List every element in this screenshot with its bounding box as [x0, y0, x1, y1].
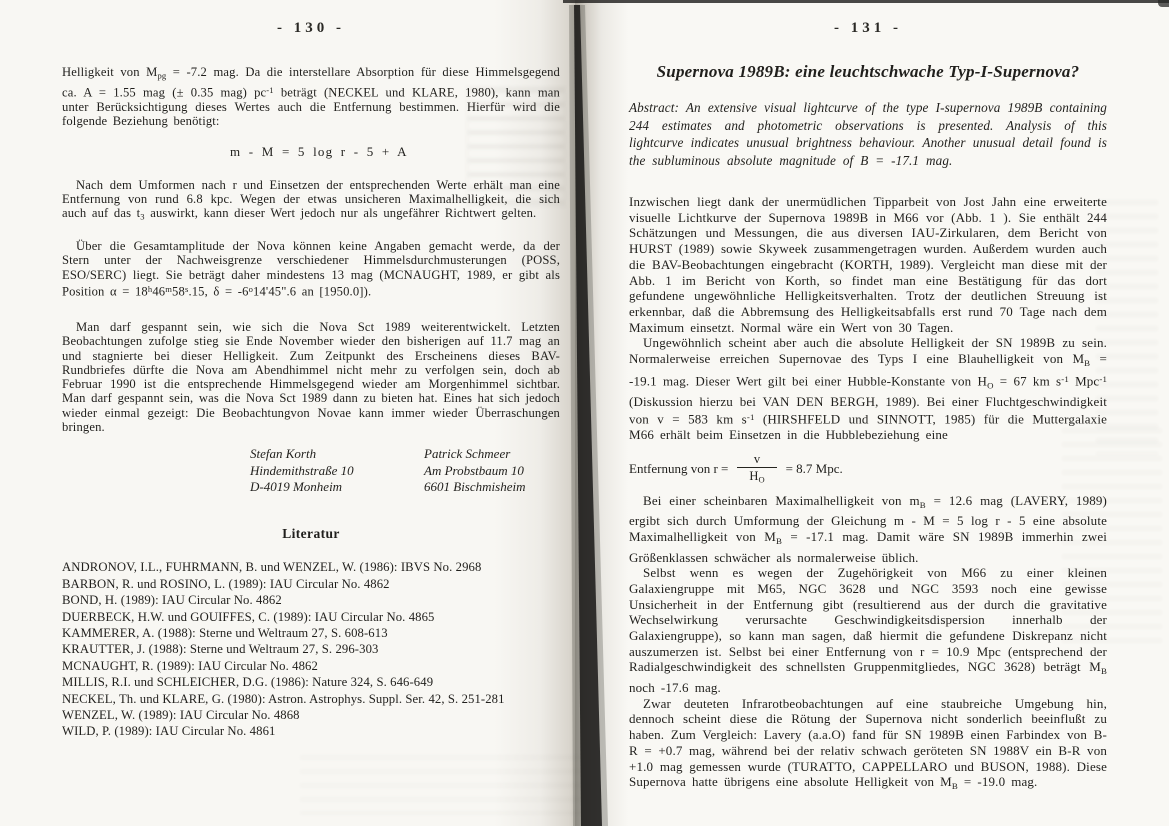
formula-result: = 8.7 Mpc. [785, 460, 843, 476]
left-page [0, 0, 575, 826]
scan-edge-artifact [1158, 0, 1169, 7]
fraction [737, 452, 776, 486]
body-paragraph: Selbst wenn es wegen der Zugehörigkeit von M66 zu einer kleinen Galaxiengruppe mit M65, NGC 3628 und NGC 3593 noch eine gewisse Unsicherheit in der Entfernung gibt (resultierend aus der durch die gravitative Wechselwirkung verursachte Geschwindigkeitsdispersion innerhalb der Galaxiengruppe), so kann man sagen, daß hiermit die gefundene Diskrepanz nicht auszumerzen ist. Selbst bei einer Entfernung von r = 10.9 Mpc (entsprechend der Radialgeschwindigkeit des schnellsten Gruppenmitgliedes, NGC 3628) beträgt $M_B$ noch -17.6 mag. [629, 565, 1107, 695]
address-line: Hindemithstraße 10 [250, 462, 354, 478]
fraction-bar [737, 467, 776, 468]
body-paragraph: Zwar deuteten Infrarotbeobachtungen auf eine staubreiche Umgebung hin, dennoch scheint diese die Rötung der Supernova nicht sonderlich beeinflußt zu haben. Zum Vergleich: Lavery (a.a.O) fand für SN 1989B einen Farbindex von B-R = +0.7 mag, während bei der relativ schwach geröteten SN 1988V ein B-R von +1.0 mag gemessen wurde (TURATTO, CAPPELLARO und BUSON, 1988). Diese Supernova hatte übrigens eine absolute Helligkeit von $M_B = -19.0$ mag. [629, 695, 1107, 792]
article-title: Supernova 1989B: eine leuchtschwache Typ-I-Supernova? [656, 62, 1080, 81]
reference-item: MCNAUGHT, R. (1989): IAU Circular No. 4862 [62, 658, 318, 673]
signature-schmeer [424, 446, 525, 496]
signature-name: Patrick Schmeer [424, 446, 511, 462]
reference-item: MILLIS, R.I. und SCHLEICHER, D.G. (1986): Nature 324, S. 646-649 [62, 675, 434, 690]
address-line: 6601 Bischmisheim [424, 479, 526, 495]
address-line: D-4019 Monheim [250, 479, 343, 495]
body-paragraph: Ungewöhnlich scheint aber auch die absolute Helligkeit der SN 1989B zu sein. Normalerweise erreichen Supernovae des Typs I eine Blauhelligkeit von $M_B = -19.1$ mag. Dieser Wert gilt bei einer Hubble-Konstante von $H_O = 67$ km $s^{-1}$ Mpc$^{-1}$ (Diskussion hierzu bei VAN DEN BERGH, 1989). Bei einer Fluchtgeschwindigkeit von v = 583 km $s^{-1}$ (HIRSHFELD und SINNOTT, 1985) für die Muttergalaxie M66 erhält beim Einsetzen in die Hubblebeziehung eine [629, 335, 1108, 442]
magnitude-formula: m - M = 5 log r - 5 + A [230, 143, 408, 159]
body-paragraph: Inzwischen liegt dank der unermüdlichen Tipparbeit von Jost Jahn eine erweiterte visuelle Lichtkurve der Supernova 1989B in M66 vor (Abb. 1 ). Sie enthält 244 Schätzungen und Messungen, die aus diversen IAU-Zirkularen, dem Bericht von HURST (1989) sowie Skyweek zusammengetragen wurden. Außerdem wurden auch die BAV-Beobachtungen eingebracht (KORTH, 1989). Vergleicht man diese mit der Abb. 1 im Bericht von Korth, so findet man eine Bestätigung für das dort gefundene ungewöhnliche Helligkeitsverhalten. Trotz der deutlichen Streuung ist erkennbar, daß die Abbremsung des Helligkeitsabfalls erst rund 70 Tage nach dem Maximum einsetzt. Normal wäre ein Wert von 30 Tagen. [629, 194, 1107, 335]
right-page [575, 0, 1169, 826]
reference-item: WILD, P. (1989): IAU Circular No. 4861 [62, 724, 276, 739]
fraction-denominator: $H_O$ [749, 469, 765, 485]
page-number-left: - 130 - [277, 20, 345, 36]
fraction-numerator: v [753, 451, 761, 466]
body-paragraph: Nach dem Umformen nach r und Einsetzen der entsprechenden Werte erhält man eine Entfernung von rund 6.8 kpc. Wegen der etwas unsicheren Maximalhelligkeit, die sich auch auf das $t_3$ auswirkt, kann dieser Wert jedoch nur als ungefährer Richtwert gelten. [62, 177, 560, 222]
formula-prefix: Entfernung von r = [629, 460, 729, 476]
reference-item: ANDRONOV, I.L., FUHRMANN, B. und WENZEL, W. (1986): IBVS No. 2968 [62, 560, 482, 575]
reference-item: KRAUTTER, J. (1988): Sterne und Weltraum 27, S. 296-303 [62, 642, 379, 657]
reference-item: WENZEL, W. (1989): IAU Circular No. 4868 [62, 707, 300, 722]
reference-item: KAMMERER, A. (1988): Sterne und Weltraum 27, S. 608-613 [62, 625, 388, 640]
signature-block [62, 446, 560, 502]
distance-formula [629, 452, 1107, 486]
body-paragraph: Man darf gespannt sein, wie sich die Nova Sct 1989 weiterentwickelt. Letzten Beobachtungen zufolge stieg sie Ende November wieder den bisherigen auf 11.7 mag an und stagnierte bei dieser Helligkeit. Zum Zeitpunkt des Erscheinens dieses BAV-Rundbriefes dürfte die Nova am Abendhimmel nicht mehr zu verfolgen sein, doch ab Februar 1990 ist die entsprechende Himmelsgegend wieder am Morgenhimmel sichtbar. Man darf gespannt sein, was die Nova Sct 1989 dann zu bieten hat. Eines hat sich jedoch wieder einmal gezeigt: Die Beobachtungvon Novae kann immer wieder Überraschungen bringen. [62, 319, 560, 434]
page-number-right: - 131 - [834, 20, 902, 36]
body-paragraph: Über die Gesamtamplitude der Nova können keine Angaben gemacht werde, da der Stern unter der Nachweisgrenze verschiedener Himmelsdurchmusterungen (POSS, ESO/SERC) liegt. Sie beträgt daher mindestens 13 mag (MCNAUGHT, 1989, er gibt als Position $\alpha = 18^h46^m58^s.15$, $\delta = -6^o14'45".6$ an [1950.0]). [62, 239, 560, 299]
signature-name: Stefan Korth [250, 446, 317, 462]
literatur-heading: Literatur [282, 526, 340, 542]
scan-edge-artifact [563, 0, 1169, 3]
reference-item: BOND, H. (1989): IAU Circular No. 4862 [62, 593, 282, 608]
address-line: Am Probstbaum 10 [424, 462, 524, 478]
reference-item: DUERBECK, H.W. und GOUIFFES, C. (1989): IAU Circular No. 4865 [62, 609, 435, 624]
abstract-paragraph: Abstract: An extensive visual lightcurve of the type I-supernova 1989B containing 244 estimates and photometric observations is presented. Analysis of this lightcurve indicates unusual brightness behaviour. Another unusual detail found is the subluminous absolute magnitude of B = -17.1 mag. [629, 100, 1107, 168]
reference-item: BARBON, R. und ROSINO, L. (1989): IAU Circular No. 4862 [62, 576, 390, 591]
body-paragraph: Bei einer scheinbaren Maximalhelligkeit von $m_B = 12.6$ mag (LAVERY, 1989) ergibt sich durch Umformung der Gleichung m - M = 5 log r - 5 eine absolute Maximalhelligkeit von $M_B = -17.1$ mag. Damit wäre SN 1989B immerhin zwei Größenklassen schwächer als normalerweise üblich. [629, 492, 1108, 565]
body-paragraph: Helligkeit von $M_{pg} = -7.2$ mag. Da die interstellare Absorption für diese Himmelsgegend ca. A = 1.55 mag (± 0.35 mag) $pc^{-1}$ beträgt (NECKEL und KLARE, 1980), kann man unter Berücksichtigung dieses Wertes auch die Entfernung bestimmen. Hierfür wird die folgende Beziehung benötigt: [62, 65, 560, 129]
reference-item: NECKEL, Th. und KLARE, G. (1980): Astron. Astrophys. Suppl. Ser. 42, S. 251-281 [62, 691, 505, 706]
signature-korth [250, 446, 354, 496]
references-list [62, 559, 560, 739]
